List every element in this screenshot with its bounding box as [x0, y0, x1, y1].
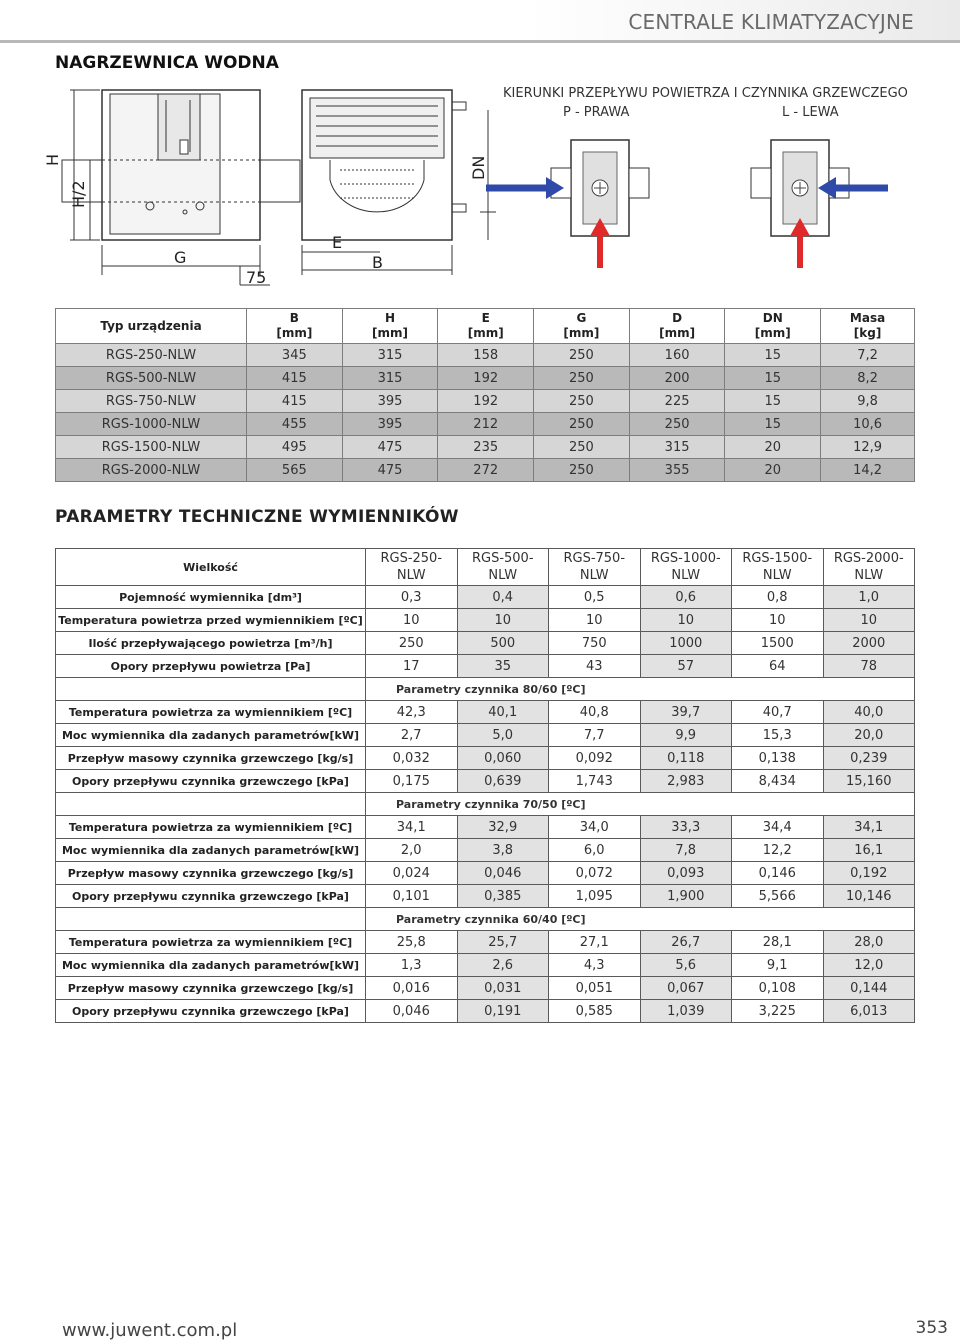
value-cell: 0,032 [366, 747, 458, 770]
value-cell: 15,3 [732, 724, 824, 747]
value-cell: 34,0 [549, 816, 641, 839]
value-cell: 250 [534, 344, 630, 367]
value-cell: 15 [725, 390, 821, 413]
value-cell: 6,0 [549, 839, 641, 862]
value-cell: 0,108 [732, 977, 824, 1000]
value-cell: 3,225 [732, 1000, 824, 1023]
value-cell: 475 [342, 459, 438, 482]
value-cell: 20 [725, 459, 821, 482]
value-cell: 250 [629, 413, 725, 436]
group-header-row [56, 793, 915, 816]
value-cell: 565 [247, 459, 343, 482]
parameter-label: Przepływ masowy czynnika grzewczego [kg/s] [56, 747, 366, 770]
col-header-type: Typ urządzenia [56, 309, 247, 344]
value-cell: 160 [629, 344, 725, 367]
value-cell: 17 [366, 655, 458, 678]
value-cell: 15,160 [823, 770, 915, 793]
table-row [56, 1000, 915, 1023]
value-cell: 0,146 [732, 862, 824, 885]
value-cell: 1,3 [366, 954, 458, 977]
table-row [56, 701, 915, 724]
value-cell: 0,101 [366, 885, 458, 908]
table-row [56, 413, 915, 436]
model-header [457, 549, 549, 586]
col-header-d: D [mm] [629, 309, 725, 344]
value-cell: 34,1 [366, 816, 458, 839]
footer-url: www.juwent.com.pl [62, 1320, 238, 1341]
dimensions-table [55, 308, 915, 482]
model-header-line2: NLW [671, 568, 701, 583]
value-cell: 26,7 [640, 931, 732, 954]
value-cell: 235 [438, 436, 534, 459]
table-row [56, 816, 915, 839]
model-header-line1: RGS-1500- [742, 551, 813, 566]
value-cell: 750 [549, 632, 641, 655]
parameter-label: Przepływ masowy czynnika grzewczego [kg/s] [56, 862, 366, 885]
model-header-line2: NLW [854, 568, 884, 583]
col-header-mass: Masa [kg] [821, 309, 915, 344]
value-cell: 28,0 [823, 931, 915, 954]
value-cell: 395 [342, 390, 438, 413]
flow-right-label: P - PRAWA [563, 105, 630, 120]
value-cell: 0,046 [457, 862, 549, 885]
value-cell: 0,138 [732, 747, 824, 770]
value-cell: 415 [247, 390, 343, 413]
parameter-label: Temperatura powietrza za wymiennikiem [ºC] [56, 931, 366, 954]
model-header-line1: RGS-2000- [833, 551, 904, 566]
parameter-label: Przepływ masowy czynnika grzewczego [kg/s] [56, 977, 366, 1000]
value-cell: 272 [438, 459, 534, 482]
value-cell: 8,2 [821, 367, 915, 390]
value-cell: 27,1 [549, 931, 641, 954]
value-cell: 10 [640, 609, 732, 632]
value-cell: 0,3 [366, 586, 458, 609]
value-cell: 0,8 [732, 586, 824, 609]
model-cell: RGS-2000-NLW [56, 459, 247, 482]
value-cell: 16,1 [823, 839, 915, 862]
parameter-label: Opory przepływu czynnika grzewczego [kPa] [56, 1000, 366, 1023]
model-cell: RGS-1500-NLW [56, 436, 247, 459]
col-header-h: H [mm] [342, 309, 438, 344]
value-cell: 2000 [823, 632, 915, 655]
value-cell: 1,095 [549, 885, 641, 908]
value-cell: 0,092 [549, 747, 641, 770]
value-cell: 0,072 [549, 862, 641, 885]
table-row [56, 885, 915, 908]
value-cell: 40,0 [823, 701, 915, 724]
table-row [56, 609, 915, 632]
dim-g-label: G [174, 248, 187, 267]
table-row [56, 436, 915, 459]
value-cell: 0,060 [457, 747, 549, 770]
value-cell: 495 [247, 436, 343, 459]
value-cell: 0,051 [549, 977, 641, 1000]
value-cell: 42,3 [366, 701, 458, 724]
value-cell: 10 [823, 609, 915, 632]
model-header [366, 549, 458, 586]
parameter-label: Temperatura powietrza za wymiennikiem [ºC] [56, 701, 366, 724]
parameter-label: Moc wymiennika dla zadanych parametrów[kW] [56, 839, 366, 862]
flow-direction-title: KIERUNKI PRZEPŁYWU POWIETRZA I CZYNNIKA GRZEWCZEGO [503, 86, 908, 101]
value-cell: 39,7 [640, 701, 732, 724]
model-header-line1: RGS-1000- [650, 551, 721, 566]
side-duct-outline [330, 160, 424, 212]
table-row [56, 367, 915, 390]
value-cell: 1,743 [549, 770, 641, 793]
value-cell: 15 [725, 344, 821, 367]
model-header [549, 549, 641, 586]
value-cell: 9,9 [640, 724, 732, 747]
value-cell: 250 [366, 632, 458, 655]
parameter-label: Moc wymiennika dla zadanych parametrów[kW] [56, 954, 366, 977]
model-cell: RGS-500-NLW [56, 367, 247, 390]
value-cell: 0,046 [366, 1000, 458, 1023]
model-cell: RGS-250-NLW [56, 344, 247, 367]
value-cell: 40,8 [549, 701, 641, 724]
value-cell: 225 [629, 390, 725, 413]
col-header-dn: DN [mm] [725, 309, 821, 344]
model-header [823, 549, 915, 586]
value-cell: 500 [457, 632, 549, 655]
table-row [56, 770, 915, 793]
value-cell: 43 [549, 655, 641, 678]
value-cell: 5,0 [457, 724, 549, 747]
value-cell: 0,385 [457, 885, 549, 908]
col-header-b: B [mm] [247, 309, 343, 344]
value-cell: 192 [438, 367, 534, 390]
value-cell: 12,9 [821, 436, 915, 459]
parameter-label: Moc wymiennika dla zadanych parametrów[kW] [56, 724, 366, 747]
value-cell: 0,016 [366, 977, 458, 1000]
size-label: Wielkość [56, 549, 366, 586]
value-cell: 8,434 [732, 770, 824, 793]
value-cell: 7,2 [821, 344, 915, 367]
group-spacer [56, 793, 366, 816]
value-cell: 25,8 [366, 931, 458, 954]
table-row [56, 344, 915, 367]
table-row [56, 931, 915, 954]
value-cell: 315 [342, 344, 438, 367]
group-title: Parametry czynnika 80/60 [ºC] [366, 678, 915, 701]
value-cell: 6,013 [823, 1000, 915, 1023]
group-header-row [56, 678, 915, 701]
value-cell: 3,8 [457, 839, 549, 862]
value-cell: 395 [342, 413, 438, 436]
value-cell: 10 [549, 609, 641, 632]
table-row [56, 862, 915, 885]
parameter-label: Opory przepływu powietrza [Pa] [56, 655, 366, 678]
group-spacer [56, 678, 366, 701]
table-row [56, 954, 915, 977]
value-cell: 10,146 [823, 885, 915, 908]
model-header-line2: NLW [488, 568, 518, 583]
value-cell: 2,7 [366, 724, 458, 747]
section2-title: PARAMETRY TECHNICZNE WYMIENNIKÓW [55, 507, 459, 527]
value-cell: 0,5 [549, 586, 641, 609]
parameter-label: Opory przepływu czynnika grzewczego [kPa] [56, 885, 366, 908]
value-cell: 1000 [640, 632, 732, 655]
value-cell: 1,039 [640, 1000, 732, 1023]
category-title: CENTRALE KLIMATYZACYJNE [628, 10, 914, 34]
model-header-line1: RGS-750- [563, 551, 626, 566]
parameter-label: Ilość przepływającego powietrza [m³/h] [56, 632, 366, 655]
dim-e-label: E [332, 233, 343, 252]
value-cell: 0,4 [457, 586, 549, 609]
section-title: NAGRZEWNICA WODNA [55, 53, 279, 73]
table-row [56, 655, 915, 678]
model-cell: RGS-1000-NLW [56, 413, 247, 436]
value-cell: 78 [823, 655, 915, 678]
value-cell: 200 [629, 367, 725, 390]
value-cell: 2,0 [366, 839, 458, 862]
value-cell: 0,093 [640, 862, 732, 885]
value-cell: 250 [534, 390, 630, 413]
group-header-row [56, 908, 915, 931]
table-row [56, 839, 915, 862]
header-rule [0, 40, 960, 43]
value-cell: 57 [640, 655, 732, 678]
model-header [732, 549, 824, 586]
value-cell: 0,175 [366, 770, 458, 793]
flow-diagram-right [486, 130, 656, 270]
col-header-e: E [mm] [438, 309, 534, 344]
value-cell: 2,983 [640, 770, 732, 793]
value-cell: 0,192 [823, 862, 915, 885]
value-cell: 0,024 [366, 862, 458, 885]
value-cell: 10,6 [821, 413, 915, 436]
value-cell: 7,7 [549, 724, 641, 747]
parameters-header-row [56, 549, 915, 586]
value-cell: 34,4 [732, 816, 824, 839]
group-title: Parametry czynnika 60/40 [ºC] [366, 908, 915, 931]
value-cell: 1,900 [640, 885, 732, 908]
value-cell: 2,6 [457, 954, 549, 977]
group-title: Parametry czynnika 70/50 [ºC] [366, 793, 915, 816]
group-spacer [56, 908, 366, 931]
value-cell: 0,6 [640, 586, 732, 609]
value-cell: 20,0 [823, 724, 915, 747]
model-header-line2: NLW [579, 568, 609, 583]
value-cell: 9,8 [821, 390, 915, 413]
value-cell: 0,031 [457, 977, 549, 1000]
value-cell: 0,639 [457, 770, 549, 793]
heater-technical-drawing [40, 80, 500, 290]
value-cell: 28,1 [732, 931, 824, 954]
parameter-label: Temperatura powietrza za wymiennikiem [ºC] [56, 816, 366, 839]
value-cell: 0,585 [549, 1000, 641, 1023]
value-cell: 10 [366, 609, 458, 632]
dim-b-label: B [372, 253, 383, 272]
model-header [640, 549, 732, 586]
value-cell: 33,3 [640, 816, 732, 839]
value-cell: 250 [534, 436, 630, 459]
value-cell: 7,8 [640, 839, 732, 862]
model-header-line2: NLW [762, 568, 792, 583]
table-row [56, 390, 915, 413]
value-cell: 5,566 [732, 885, 824, 908]
value-cell: 10 [732, 609, 824, 632]
dim-75-label: 75 [246, 268, 267, 287]
value-cell: 345 [247, 344, 343, 367]
value-cell: 0,118 [640, 747, 732, 770]
value-cell: 250 [534, 459, 630, 482]
table-row [56, 632, 915, 655]
value-cell: 250 [534, 413, 630, 436]
value-cell: 32,9 [457, 816, 549, 839]
page-number: 353 [915, 1318, 948, 1338]
flow-diagram-left [708, 130, 888, 270]
value-cell: 5,6 [640, 954, 732, 977]
parameter-label: Pojemność wymiennika [dm³] [56, 586, 366, 609]
value-cell: 25,7 [457, 931, 549, 954]
value-cell: 20 [725, 436, 821, 459]
table-row [56, 977, 915, 1000]
value-cell: 64 [732, 655, 824, 678]
value-cell: 250 [534, 367, 630, 390]
value-cell: 475 [342, 436, 438, 459]
parameters-table [55, 548, 915, 1023]
value-cell: 158 [438, 344, 534, 367]
dim-h-label: H [43, 153, 62, 166]
value-cell: 0,067 [640, 977, 732, 1000]
value-cell: 40,1 [457, 701, 549, 724]
value-cell: 315 [629, 436, 725, 459]
value-cell: 35 [457, 655, 549, 678]
dim-h2-label: H/2 [69, 180, 88, 208]
value-cell: 9,1 [732, 954, 824, 977]
front-duct-right [260, 160, 300, 202]
value-cell: 40,7 [732, 701, 824, 724]
table-row [56, 747, 915, 770]
value-cell: 0,144 [823, 977, 915, 1000]
value-cell: 192 [438, 390, 534, 413]
value-cell: 415 [247, 367, 343, 390]
dimensions-header-row [56, 309, 915, 344]
value-cell: 212 [438, 413, 534, 436]
value-cell: 15 [725, 367, 821, 390]
model-cell: RGS-750-NLW [56, 390, 247, 413]
value-cell: 14,2 [821, 459, 915, 482]
table-row [56, 586, 915, 609]
value-cell: 0,239 [823, 747, 915, 770]
parameter-label: Temperatura powietrza przed wymiennikiem [ºC] [56, 609, 366, 632]
table-row [56, 724, 915, 747]
dim-dn-label: DN [469, 155, 488, 180]
value-cell: 12,2 [732, 839, 824, 862]
col-header-g: G [mm] [534, 309, 630, 344]
value-cell: 34,1 [823, 816, 915, 839]
model-header-line1: RGS-500- [471, 551, 534, 566]
value-cell: 355 [629, 459, 725, 482]
value-cell: 0,191 [457, 1000, 549, 1023]
model-header-line1: RGS-250- [380, 551, 443, 566]
value-cell: 455 [247, 413, 343, 436]
value-cell: 4,3 [549, 954, 641, 977]
table-row [56, 459, 915, 482]
parameter-label: Opory przepływu czynnika grzewczego [kPa] [56, 770, 366, 793]
value-cell: 315 [342, 367, 438, 390]
value-cell: 15 [725, 413, 821, 436]
value-cell: 10 [457, 609, 549, 632]
value-cell: 1,0 [823, 586, 915, 609]
value-cell: 12,0 [823, 954, 915, 977]
model-header-line2: NLW [396, 568, 426, 583]
flow-left-label: L - LEWA [782, 105, 839, 120]
value-cell: 1500 [732, 632, 824, 655]
